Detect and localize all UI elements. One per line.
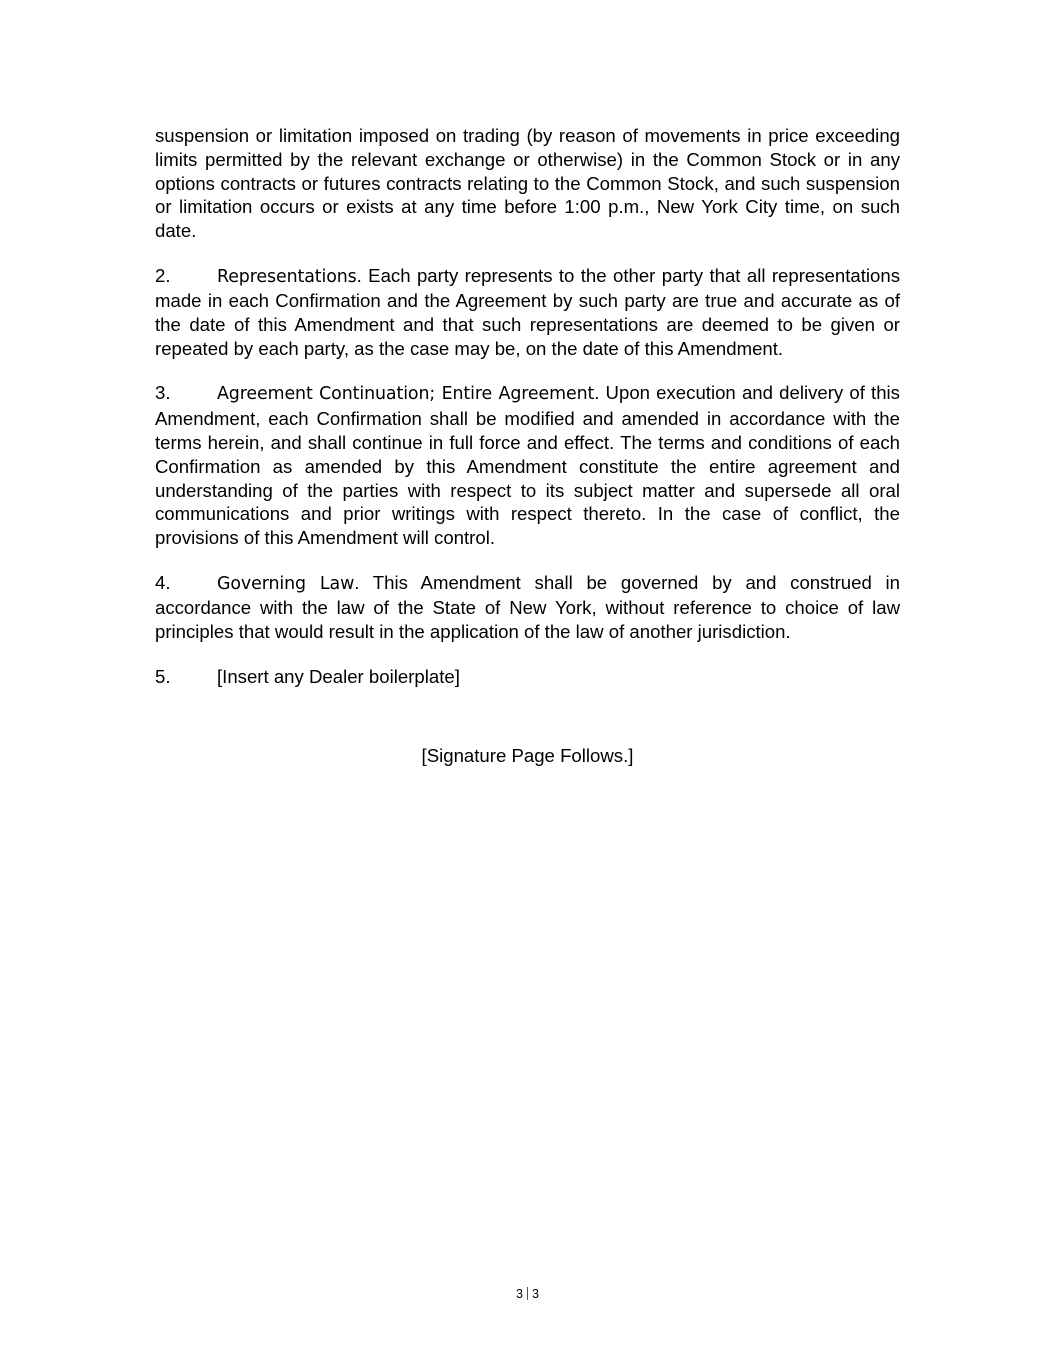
continuation-paragraph: suspension or limitation imposed on trading (by reason of movements in price exceeding limits permitted by the relevant exchange or otherwise) in the Common Stock or in any options contracts or futures contracts relating to the Common Stock, and such suspension or limitation occurs or exists at any time before 1:00 p.m., New York City time, on such date. bbox=[155, 125, 900, 242]
section-body: . Each party represents to the other party that all representations made in each Confirmation and the Agreement by such party are true and accurate as of the date of this Amendment and that such representations are deemed to be given or repeated by each party, as the case may be, on the date of this Amendment. bbox=[155, 264, 900, 359]
document-body bbox=[155, 124, 900, 688]
section-number: 3. bbox=[155, 382, 171, 404]
page-number-current: 3 bbox=[516, 1287, 523, 1301]
signature-page-note: [Signature Page Follows.] bbox=[421, 745, 634, 766]
page-number-total: 3 bbox=[532, 1287, 539, 1301]
section-body: . Upon execution and delivery of this Amendment, each Confirmation shall be modified and amended in accordance with the terms herein, and shall continue in full force and effect. The terms and conditions of each Confirmation as amended by this Amendment constitute the entire agreement and understanding of the parties with respect to its subject matter and supersede all oral communications and prior writings with respect thereto. In the case of conflict, the provisions of this Amendment will control. bbox=[155, 382, 900, 549]
section-number: 4. bbox=[155, 571, 171, 593]
section-heading: Agreement Continuation; Entire Agreement bbox=[217, 384, 595, 405]
section-2-representations bbox=[155, 264, 900, 361]
section-heading: Governing Law bbox=[217, 573, 355, 594]
page-number-divider bbox=[527, 1287, 528, 1300]
section-3-agreement-continuation bbox=[155, 381, 900, 550]
section-number: 2. bbox=[155, 264, 171, 286]
section-body: [Insert any Dealer boilerplate] bbox=[217, 665, 460, 687]
section-heading: Representations bbox=[217, 266, 357, 287]
page-footer bbox=[0, 1286, 1055, 1302]
section-5-dealer-boilerplate bbox=[155, 665, 900, 689]
section-body: . This Amendment shall be governed by and construed in accordance with the law of the State of New York, without reference to choice of law principles that would result in the application of the law of another jurisdiction. bbox=[155, 571, 901, 643]
section-4-governing-law bbox=[155, 571, 900, 644]
section-number: 5. bbox=[155, 665, 171, 687]
